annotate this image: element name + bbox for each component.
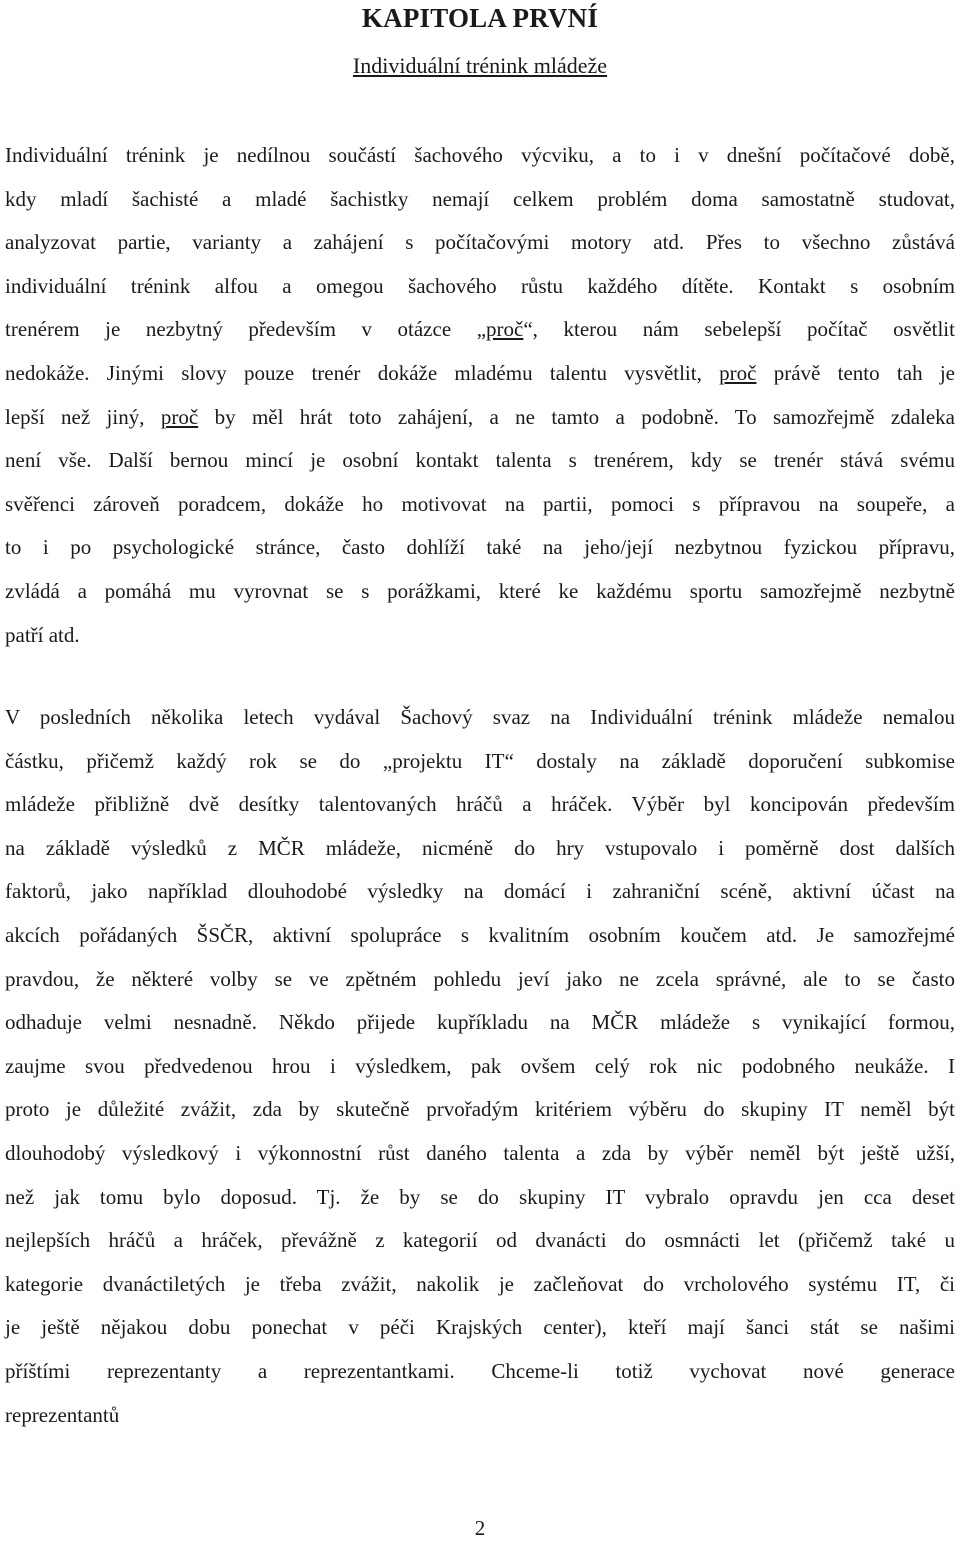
text-line: faktorů, jako například dlouhodobé výsledky na domácí i zahraniční scéně, aktivní účast na — [5, 879, 955, 904]
text-line: patří atd. — [5, 622, 80, 647]
text-line: není vše. Další bernou mincí je osobní kontakt talenta s trenérem, kdy se trenér stává svému — [5, 448, 955, 473]
text-line: dlouhodobý výsledkový i výkonnostní růst daného talenta a zda by výběr neměl být ještě užší, — [5, 1140, 955, 1165]
text-line: než jak tomu bylo doposud. Tj. že by se do skupiny IT vybralo opravdu jen cca deset — [5, 1184, 955, 1209]
text-line: na základě výsledků z MČR mládeže, nicméně do hry vstupovalo i poměrně dost dalších — [5, 835, 955, 860]
text-line: nejlepších hráčů a hráček, převážně z kategorií od dvanácti do osmnácti let (přičemž také u — [5, 1228, 955, 1253]
text-segment: právě tento tah je — [756, 360, 956, 385]
text-line: mládeže přibližně dvě desítky talentovaných hráčů a hráček. Výběr byl koncipován především — [5, 792, 955, 817]
paragraph-1 — [5, 134, 955, 657]
underlined-word: proč — [719, 360, 757, 385]
text-line: proto je důležité zvážit, zda by skutečně prvořadým kritériem výběru do skupiny IT neměl být — [5, 1097, 955, 1122]
chapter-title: KAPITOLA PRVNÍ — [361, 3, 599, 33]
page-number: 2 — [474, 1516, 486, 1540]
text-line: odhaduje velmi nesnadně. Někdo přijede kupříkladu na MČR mládeže s vynikající formou, — [5, 1010, 955, 1035]
text-segment: “, kterou nám sebelepší počítač osvětlit — [523, 317, 955, 342]
paragraph-2 — [5, 696, 955, 1437]
text-line: svěřenci zároveň poradcem, dokáže ho motivovat na partii, pomoci s přípravou na soupeře, a — [5, 491, 955, 516]
text-line: zaujme svou předvedenou hrou i výsledkem, pak ovšem celý rok nic podobného neukáže. I — [5, 1053, 955, 1078]
text-line: kdy mladí šachisté a mladé šachistky nemají celkem problém doma samostatně studovat, — [5, 186, 955, 211]
text-segment: lepší než jiný, — [5, 404, 161, 429]
text-line: pravdou, že některé volby se ve zpětném pohledu jeví jako ne zcela správné, ale to se často — [5, 966, 955, 991]
text-segment: trenérem je nezbytný především v otázce „ — [5, 317, 487, 342]
text-line: Individuální trénink je nedílnou součástí šachového výcviku, a to i v dnešní počítačové době, — [5, 143, 955, 167]
text-segment: by měl hrát toto zahájení, a ne tamto a podobně. To samozřejmě zdaleka — [198, 404, 955, 429]
text-line: reprezentantů — [5, 1402, 120, 1427]
text-line: individuální trénink alfou a omegou šachového růstu každého dítěte. Kontakt s osobním — [5, 273, 955, 298]
underlined-word: proč — [486, 317, 524, 342]
text-line: analyzovat partie, varianty a zahájení s počítačovými motory atd. Přes to všechno zůstává — [5, 230, 955, 255]
underlined-word: proč — [160, 404, 199, 429]
text-line: to i po psychologické stránce, často dohlíží také na jeho/její nezbytnou fyzickou přípravu, — [5, 535, 955, 560]
chapter-subtitle: Individuální trénink mládeže — [352, 53, 608, 78]
text-line — [5, 308, 955, 352]
text-segment: nedokáže. Jinými slovy pouze trenér dokáže mladému talentu vysvětlit, — [5, 360, 720, 385]
text-line: je ještě nějakou dobu ponechat v péči Krajských center), kteří mají šanci stát se našimi — [5, 1315, 955, 1340]
text-line: částku, přičemž každý rok se do „projektu IT“ dostaly na základě doporučení subkomise — [5, 748, 955, 773]
text-line: kategorie dvanáctiletých je třeba zvážit, nakolik je začleňovat do vrcholového systému IT, či — [5, 1271, 955, 1296]
text-line — [5, 396, 955, 440]
text-line: akcích pořádaných ŠSČR, aktivní spolupráce s kvalitním osobním koučem atd. Je samozřejmé — [5, 922, 955, 947]
text-line: příštími reprezentanty a reprezentantkami. Chceme-li totiž vychovat nové generace — [5, 1358, 955, 1383]
text-line — [5, 352, 955, 396]
text-line: zvládá a pomáhá mu vyrovnat se s porážkami, které ke každému sportu samozřejmě nezbytně — [5, 578, 955, 603]
text-line: V posledních několika letech vydával Šachový svaz na Individuální trénink mládeže nemalou — [5, 705, 955, 729]
